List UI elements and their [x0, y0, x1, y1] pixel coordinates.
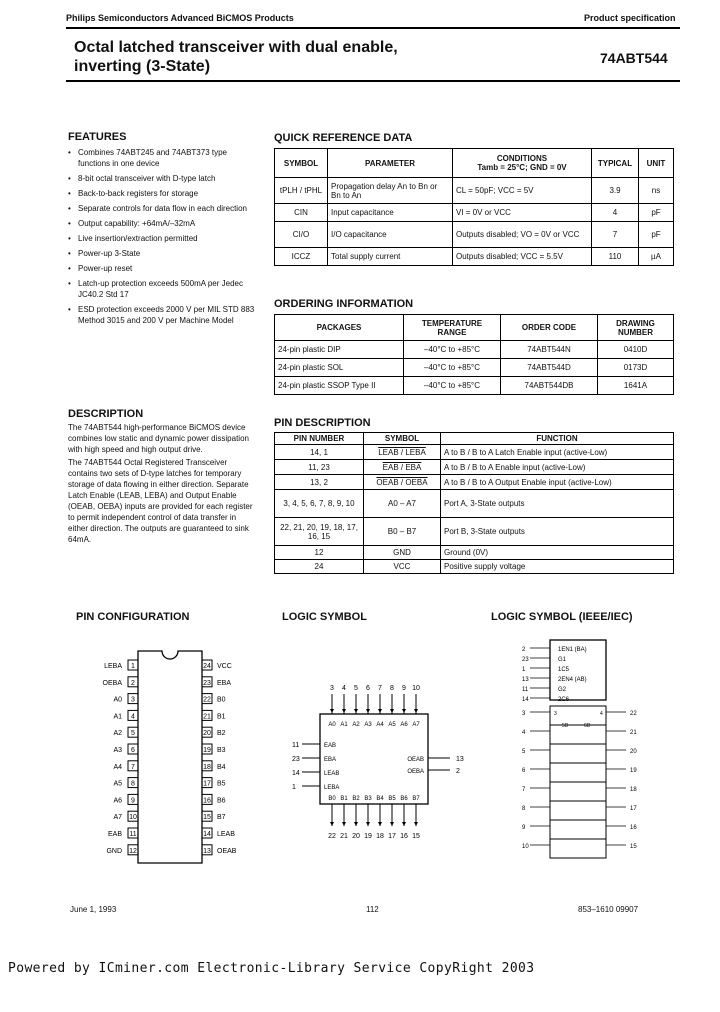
pin-label: EAB	[107, 831, 122, 838]
feature-item: • Live insertion/extraction permitted	[68, 233, 258, 244]
pin-number: 11	[292, 742, 300, 749]
pin-number: 5	[522, 749, 526, 755]
footer-date: June 1, 1993	[70, 905, 117, 914]
col-header: TEMPERATURE RANGE	[404, 315, 501, 341]
pin-number: 13	[456, 756, 464, 763]
cell: GND	[364, 546, 441, 560]
pin-arrow	[354, 822, 358, 826]
pin-number: 3	[131, 696, 135, 704]
pin-label: A3	[364, 722, 372, 728]
feature-item: • Output capability: +64mA/–32mA	[68, 218, 258, 229]
feature-item: • Latch-up protection exceeds 500mA per Jedec JC40.2 Std 17	[68, 278, 258, 300]
quick-ref-table	[274, 148, 674, 266]
title-rule	[66, 80, 680, 82]
cell: A0 – A7	[364, 490, 441, 518]
pin-label: GND	[106, 847, 122, 855]
cell: µA	[639, 248, 674, 266]
pin-label: B1	[340, 796, 348, 802]
footer-page: 112	[366, 905, 379, 914]
cell: 22, 21, 20, 19, 18, 17, 16, 15	[275, 518, 364, 546]
watermark-text: Powered by ICminer.com Electronic-Library Service CopyRight 2003	[8, 961, 535, 976]
pin-number: 9	[131, 797, 135, 805]
pin-number: 1	[292, 784, 296, 791]
control-label: G2	[558, 687, 567, 693]
pin-number: 2	[131, 679, 135, 687]
description-para: The 74ABT544 high-performance BiCMOS device combines low static and dynamic power dissipation with high speed and high output drive.	[68, 423, 249, 454]
pin-label: OEBA	[407, 769, 424, 775]
pin-number: 15	[203, 814, 211, 822]
pin-number: 5	[131, 730, 135, 738]
pin-number: 10	[129, 814, 137, 822]
control-label: 2C6	[558, 697, 570, 703]
col-header: PARAMETER	[328, 149, 453, 178]
pin-config-section	[76, 611, 189, 623]
cell: CIN	[275, 204, 328, 222]
feature-item: • Power-up 3-State	[68, 248, 258, 259]
description-heading: DESCRIPTION	[68, 408, 144, 420]
table-row	[275, 222, 674, 248]
ordering-section	[274, 298, 674, 395]
pin-number: 14	[292, 770, 300, 777]
cell: 11, 23	[275, 460, 364, 475]
cell: 0410D	[598, 341, 674, 359]
pin-label: A0	[113, 696, 122, 704]
col-header: SYMBOL	[275, 149, 328, 178]
pin-number: 22	[328, 833, 336, 840]
pin-label: LEAB	[324, 771, 340, 777]
pin-label: A7	[412, 722, 420, 728]
table-row	[275, 445, 674, 460]
pin-desc-table	[274, 432, 674, 574]
pin-number: 8	[131, 780, 135, 788]
pin-number: 9	[522, 825, 526, 831]
table-header-row	[275, 315, 674, 341]
pin-label: VCC	[217, 663, 232, 670]
pin-arrow	[366, 822, 370, 826]
cell: 74ABT544D	[501, 359, 598, 377]
latch-cell	[550, 744, 606, 763]
pin-label: B5	[217, 780, 226, 788]
pin-number: 4	[522, 730, 526, 736]
cell: 24	[275, 560, 364, 574]
features-section	[68, 132, 258, 330]
pin-number: 18	[376, 833, 384, 840]
pin-config-heading: PIN CONFIGURATION	[76, 611, 190, 623]
table-row	[275, 248, 674, 266]
footer-doc-code: 853–1610 09907	[578, 905, 639, 914]
pin-number: 4	[131, 713, 135, 721]
pin-label: A2	[113, 730, 122, 738]
feature-item: • Combines 74ABT245 and 74ABT373 type functions in one device	[68, 147, 258, 169]
part-number: 74ABT544	[600, 50, 668, 66]
pin-number: 23	[292, 756, 300, 763]
pin-number: 14	[203, 831, 211, 838]
cell: 110	[592, 248, 639, 266]
cell: ns	[639, 178, 674, 204]
pin-number: 13	[522, 677, 529, 683]
latch-cell	[550, 839, 606, 858]
pin-number: 16	[400, 833, 408, 840]
pin-label: A6	[113, 797, 122, 805]
pin-number: 18	[630, 787, 637, 793]
quick-reference-section	[274, 132, 674, 266]
pin-label: B2	[217, 730, 226, 738]
cell: ICCZ	[275, 248, 328, 266]
cell-label: 4	[600, 711, 603, 717]
pin-label: EBA	[324, 757, 337, 763]
cell: Positive supply voltage	[441, 560, 674, 574]
table-row	[275, 460, 674, 475]
logic-symbol-diagram	[284, 678, 474, 843]
latch-cell	[550, 763, 606, 782]
pin-arrow	[414, 709, 418, 713]
description-section	[68, 409, 258, 545]
pin-label: EAB	[324, 743, 337, 749]
ordering-table	[274, 314, 674, 395]
pin-number: 4	[342, 685, 346, 692]
pin-arrow	[414, 822, 418, 826]
col-header: DRAWING NUMBER	[598, 315, 674, 341]
cell: LEAB / LEBA	[364, 445, 441, 460]
pin-number: 12	[129, 847, 137, 855]
pin-number: 19	[630, 768, 637, 774]
feature-item: • Separate controls for data flow in each direction	[68, 203, 258, 214]
pin-number: 17	[630, 806, 637, 812]
pin-number: 15	[412, 833, 420, 840]
pin-label: B4	[376, 796, 384, 802]
col-header: ORDER CODE	[501, 315, 598, 341]
pin-arrow	[378, 822, 382, 826]
table-row	[275, 204, 674, 222]
pin-number: 5	[354, 685, 358, 692]
header-rule	[66, 27, 680, 29]
feature-item: • Back-to-back registers for storage	[68, 188, 258, 199]
pin-label: LEBA	[104, 663, 122, 670]
table-row	[275, 546, 674, 560]
cell: Outputs disabled; VO = 0V or VCC	[453, 222, 592, 248]
pin-number: 23	[522, 657, 529, 663]
pin-number: 2	[456, 768, 460, 775]
pin-arrow	[342, 822, 346, 826]
pin-label: A4	[113, 763, 122, 771]
pin-arrow	[342, 709, 346, 713]
company-header: Philips Semiconductors Advanced BiCMOS Products	[66, 13, 294, 23]
cell: –40°C to +85°C	[404, 341, 501, 359]
table-row	[275, 518, 674, 546]
pin-label: B2	[352, 796, 360, 802]
feature-item: • ESD protection exceeds 2000 V per MIL STD 883 Method 3015 and 200 V per Machine Model	[68, 304, 258, 326]
col-header: FUNCTION	[441, 433, 674, 445]
cell: Ground (0V)	[441, 546, 674, 560]
pin-number: 9	[402, 685, 406, 692]
cell: 74ABT544DB	[501, 377, 598, 395]
pin-number: 16	[630, 825, 637, 831]
pin-number: 1	[522, 667, 526, 673]
cell: pF	[639, 222, 674, 248]
pin-label: B6	[400, 796, 408, 802]
pin-arrow	[330, 709, 334, 713]
pin-label: B1	[217, 713, 226, 721]
cell: 7	[592, 222, 639, 248]
pin-number: 8	[390, 685, 394, 692]
pin-number: 21	[340, 833, 348, 840]
pin-number: 14	[522, 697, 529, 703]
latch-cell	[550, 801, 606, 820]
pin-label: B0	[328, 796, 336, 802]
cell: CL = 50pF; VCC = 5V	[453, 178, 592, 204]
pin-label: OEBA	[102, 679, 122, 687]
table-row	[275, 490, 674, 518]
cell: A to B / B to A Output Enable input (active-Low)	[441, 475, 674, 490]
cell-label: 6D	[584, 723, 591, 729]
pin-number: 17	[203, 780, 211, 788]
pin-number: 20	[630, 749, 637, 755]
pin-label: B3	[217, 747, 226, 754]
pin-number: 7	[131, 763, 135, 771]
pin-label: OEAB	[407, 757, 424, 763]
cell: 24-pin plastic SSOP Type II	[275, 377, 404, 395]
cell: 3.9	[592, 178, 639, 204]
pin-label: OEAB	[217, 847, 237, 855]
table-header-row	[275, 433, 674, 445]
pin-number: 21	[203, 713, 211, 721]
pin-label: A7	[113, 814, 122, 822]
pin-arrow	[402, 822, 406, 826]
ieee-symbol-diagram	[514, 638, 654, 878]
cell: 14, 1	[275, 445, 364, 460]
pin-label: LEAB	[217, 831, 235, 838]
latch-cell	[550, 782, 606, 801]
cell-label: 5D	[562, 723, 569, 729]
col-header: PACKAGES	[275, 315, 404, 341]
pin-number: 11	[522, 687, 529, 693]
cell: Propagation delay An to Bn or Bn to An	[328, 178, 453, 204]
pin-number: 19	[203, 747, 211, 754]
pin-label: A2	[352, 722, 360, 728]
pin-number: 20	[203, 730, 211, 738]
pin-number: 24	[203, 663, 211, 670]
cell: EAB / EBA	[364, 460, 441, 475]
pin-number: 7	[522, 787, 526, 793]
pin-config-diagram	[90, 645, 250, 870]
pin-label: A1	[340, 722, 348, 728]
cell: 74ABT544N	[501, 341, 598, 359]
pin-number: 21	[630, 730, 637, 736]
cell: A to B / B to A Latch Enable input (active-Low)	[441, 445, 674, 460]
cell: I/O capacitance	[328, 222, 453, 248]
pin-label: A1	[113, 713, 122, 721]
doc-type: Product specification	[584, 13, 676, 23]
pin-arrow	[354, 709, 358, 713]
cell: –40°C to +85°C	[404, 377, 501, 395]
pin-number: 3	[330, 685, 334, 692]
pin-number: 8	[522, 806, 526, 812]
pin-label: B7	[217, 814, 226, 822]
ieee-symbol-section	[491, 611, 633, 623]
pin-number: 6	[366, 685, 370, 692]
pin-number: 13	[203, 847, 211, 855]
pin-arrow	[390, 822, 394, 826]
col-header: CONDITIONS Tamb = 25°C; GND = 0V	[453, 149, 592, 178]
cell-label: 3	[554, 711, 557, 717]
table-row	[275, 377, 674, 395]
pin-arrow	[330, 822, 334, 826]
pin-number: 3	[522, 711, 526, 717]
control-label: G1	[558, 657, 567, 663]
logic-symbol-section	[282, 611, 367, 623]
table-header-row	[275, 149, 674, 178]
pin-arrow	[378, 709, 382, 713]
pin-arrow	[366, 709, 370, 713]
col-header: SYMBOL	[364, 433, 441, 445]
col-header: PIN NUMBER	[275, 433, 364, 445]
table-row	[275, 178, 674, 204]
pin-label: A6	[400, 722, 408, 728]
pin-number: 15	[630, 844, 637, 850]
dip-package-outline	[138, 651, 202, 863]
pin-label: A5	[113, 780, 122, 788]
page-title: Octal latched transceiver with dual enable, inverting (3-State)	[74, 39, 398, 75]
pin-description-section	[274, 417, 674, 574]
quick-ref-heading: QUICK REFERENCE DATA	[274, 132, 413, 144]
col-header: TYPICAL	[592, 149, 639, 178]
cell: CI/O	[275, 222, 328, 248]
cell: Port A, 3-State outputs	[441, 490, 674, 518]
cell: OEAB / OEBA	[364, 475, 441, 490]
feature-item: • Power-up reset	[68, 263, 258, 274]
table-row	[275, 560, 674, 574]
pin-number: 20	[352, 833, 360, 840]
cell: Port B, 3-State outputs	[441, 518, 674, 546]
cell: Input capacitance	[328, 204, 453, 222]
cell: VI = 0V or VCC	[453, 204, 592, 222]
pin-label: A4	[376, 722, 384, 728]
col-header: UNIT	[639, 149, 674, 178]
pin-number: 6	[522, 768, 526, 774]
cell: tPLH / tPHL	[275, 178, 328, 204]
features-heading: FEATURES	[68, 131, 127, 143]
cell: 12	[275, 546, 364, 560]
pin-number: 6	[131, 747, 135, 754]
pin-number: 7	[378, 685, 382, 692]
pin-label: LEBA	[324, 785, 340, 791]
pin-arrow	[390, 709, 394, 713]
pin-number: 19	[364, 833, 372, 840]
control-label: 1EN1 (BA)	[558, 647, 587, 653]
pin-number: 1	[131, 663, 135, 670]
latch-cell	[550, 820, 606, 839]
logic-symbol-heading: LOGIC SYMBOL	[282, 611, 367, 623]
ordering-heading: ORDERING INFORMATION	[274, 298, 414, 310]
cell: 1641A	[598, 377, 674, 395]
cell: –40°C to +85°C	[404, 359, 501, 377]
cell: 3, 4, 5, 6, 7, 8, 9, 10	[275, 490, 364, 518]
cell: 24-pin plastic SOL	[275, 359, 404, 377]
pin-label: B0	[217, 696, 226, 704]
pin-number: 22	[203, 696, 211, 704]
pin-number: 10	[522, 844, 529, 850]
pin-label: B5	[388, 796, 396, 802]
pin-number: 11	[129, 831, 137, 838]
pin-desc-heading: PIN DESCRIPTION	[274, 417, 371, 429]
cell: 24-pin plastic DIP	[275, 341, 404, 359]
pin-number: 17	[388, 833, 396, 840]
pin-number: 10	[412, 685, 420, 692]
cell: 0173D	[598, 359, 674, 377]
pin-number: 23	[203, 679, 211, 687]
pin-label: A0	[328, 722, 336, 728]
cell: pF	[639, 204, 674, 222]
pin-label: EBA	[217, 679, 232, 687]
ieee-heading: LOGIC SYMBOL (IEEE/IEC)	[491, 611, 633, 623]
pin-number: 16	[203, 797, 211, 805]
cell: Total supply current	[328, 248, 453, 266]
cell: 13, 2	[275, 475, 364, 490]
pin-arrow	[402, 709, 406, 713]
cell: VCC	[364, 560, 441, 574]
pin-number: 22	[630, 711, 637, 717]
features-list	[68, 147, 258, 326]
cell: Outputs disabled; VCC = 5.5V	[453, 248, 592, 266]
pin-label: A5	[388, 722, 396, 728]
latch-cell	[550, 725, 606, 744]
latch-cell	[550, 706, 606, 725]
feature-item: • 8-bit octal transceiver with D-type latch	[68, 173, 258, 184]
pin-label: B7	[412, 796, 420, 802]
table-row	[275, 475, 674, 490]
table-row	[275, 359, 674, 377]
pin-label: A3	[113, 747, 122, 754]
cell: B0 – B7	[364, 518, 441, 546]
pin-label: B3	[364, 796, 372, 802]
description-para: The 74ABT544 Octal Registered Transceiver contains two sets of D-type latches for temporary storage of data flowing in either direction. Separate Latch Enable (LEAB, LEBA) and Output Enable (OEAB, OEBA) inputs are provided for each register to permit independent control of data transfer in either direction. The outputs are guaranteed to sink 64mA.	[68, 458, 253, 544]
control-label: 2EN4 (AB)	[558, 677, 587, 683]
cell: A to B / B to A Enable input (active-Low)	[441, 460, 674, 475]
cell: 4	[592, 204, 639, 222]
pin-number: 18	[203, 763, 211, 771]
control-label: 1C5	[558, 667, 570, 673]
pin-number: 2	[522, 647, 526, 653]
pin-label: B6	[217, 797, 226, 805]
pin-label: B4	[217, 763, 226, 771]
table-row	[275, 341, 674, 359]
